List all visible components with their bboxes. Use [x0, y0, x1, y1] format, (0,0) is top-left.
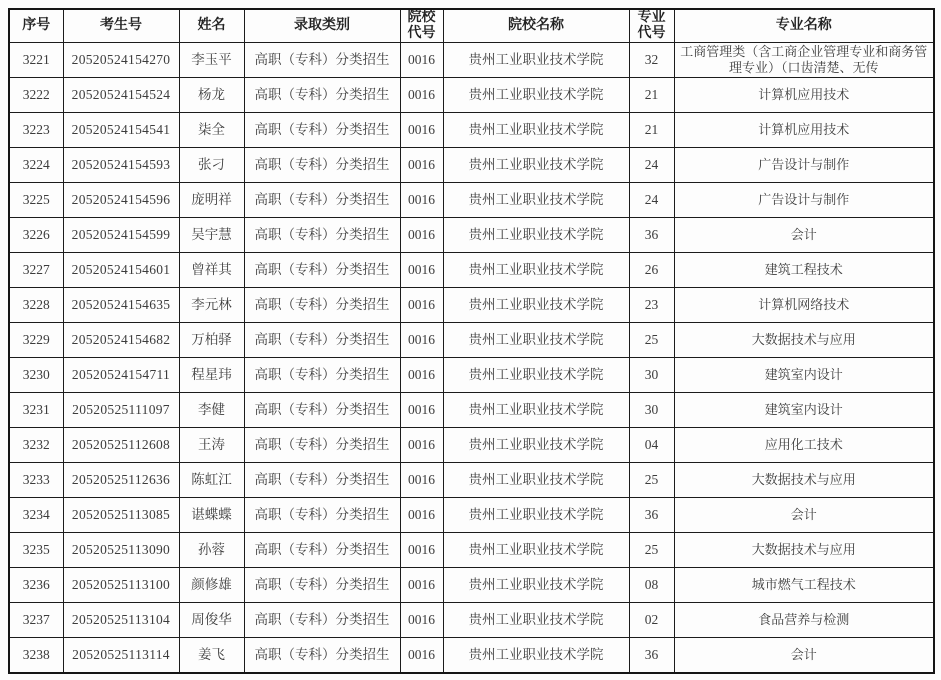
- cell-major-name: 建筑室内设计: [674, 393, 934, 428]
- cell-exam-id: 20520525113100: [63, 568, 179, 603]
- cell-name: 孙蓉: [179, 533, 244, 568]
- cell-name: 李玉平: [179, 43, 244, 78]
- table-row: [9, 498, 934, 533]
- cell-college-name: 贵州工业职业技术学院: [443, 463, 629, 498]
- cell-exam-id: 20520524154270: [63, 43, 179, 78]
- cell-college-name: 贵州工业职业技术学院: [443, 428, 629, 463]
- cell-college-name: 贵州工业职业技术学院: [443, 358, 629, 393]
- cell-major-name: 城市燃气工程技术: [674, 568, 934, 603]
- cell-college-code: 0016: [400, 183, 443, 218]
- table-row: [9, 183, 934, 218]
- cell-exam-id: 20520524154524: [63, 78, 179, 113]
- cell-college-code: 0016: [400, 148, 443, 183]
- cell-category: 高职（专科）分类招生: [244, 603, 400, 638]
- cell-category: 高职（专科）分类招生: [244, 183, 400, 218]
- cell-college-name: 贵州工业职业技术学院: [443, 533, 629, 568]
- cell-college-name: 贵州工业职业技术学院: [443, 603, 629, 638]
- cell-category: 高职（专科）分类招生: [244, 148, 400, 183]
- cell-college-code: 0016: [400, 638, 443, 673]
- cell-name: 万柏驿: [179, 323, 244, 358]
- cell-seq: 3234: [9, 498, 63, 533]
- cell-category: 高职（专科）分类招生: [244, 463, 400, 498]
- cell-category: 高职（专科）分类招生: [244, 253, 400, 288]
- cell-seq: 3229: [9, 323, 63, 358]
- cell-major-name: 会计: [674, 218, 934, 253]
- cell-seq: 3224: [9, 148, 63, 183]
- cell-major-code: 24: [629, 183, 674, 218]
- cell-category: 高职（专科）分类招生: [244, 533, 400, 568]
- cell-exam-id: 20520524154635: [63, 288, 179, 323]
- cell-seq: 3227: [9, 253, 63, 288]
- cell-major-name: 计算机应用技术: [674, 113, 934, 148]
- cell-major-code: 36: [629, 638, 674, 673]
- cell-major-code: 08: [629, 568, 674, 603]
- cell-major-name: 会计: [674, 638, 934, 673]
- cell-seq: 3238: [9, 638, 63, 673]
- cell-name: 颜修雄: [179, 568, 244, 603]
- cell-name: 陈虹江: [179, 463, 244, 498]
- cell-seq: 3233: [9, 463, 63, 498]
- cell-college-name: 贵州工业职业技术学院: [443, 253, 629, 288]
- table-row: [9, 288, 934, 323]
- cell-major-name: 大数据技术与应用: [674, 323, 934, 358]
- cell-category: 高职（专科）分类招生: [244, 358, 400, 393]
- cell-category: 高职（专科）分类招生: [244, 78, 400, 113]
- col-header-seq: 序号: [9, 9, 63, 43]
- cell-seq: 3221: [9, 43, 63, 78]
- table-row: [9, 533, 934, 568]
- cell-college-code: 0016: [400, 498, 443, 533]
- cell-college-name: 贵州工业职业技术学院: [443, 183, 629, 218]
- col-header-major-code: 专业代号: [629, 9, 674, 43]
- cell-exam-id: 20520524154541: [63, 113, 179, 148]
- col-header-category: 录取类别: [244, 9, 400, 43]
- cell-exam-id: 20520524154601: [63, 253, 179, 288]
- table-row: [9, 218, 934, 253]
- cell-seq: 3222: [9, 78, 63, 113]
- cell-exam-id: 20520525113104: [63, 603, 179, 638]
- cell-seq: 3236: [9, 568, 63, 603]
- cell-college-code: 0016: [400, 253, 443, 288]
- table-row: [9, 113, 934, 148]
- cell-exam-id: 20520524154682: [63, 323, 179, 358]
- cell-major-code: 25: [629, 323, 674, 358]
- cell-exam-id: 20520525112636: [63, 463, 179, 498]
- cell-name: 张刁: [179, 148, 244, 183]
- cell-college-name: 贵州工业职业技术学院: [443, 78, 629, 113]
- cell-college-code: 0016: [400, 603, 443, 638]
- table-header-row: [9, 9, 934, 43]
- col-header-college-name: 院校名称: [443, 9, 629, 43]
- table-row: [9, 358, 934, 393]
- cell-category: 高职（专科）分类招生: [244, 43, 400, 78]
- cell-college-code: 0016: [400, 463, 443, 498]
- cell-major-name: 会计: [674, 498, 934, 533]
- cell-college-code: 0016: [400, 533, 443, 568]
- cell-category: 高职（专科）分类招生: [244, 498, 400, 533]
- table-row: [9, 638, 934, 673]
- cell-name: 谌蝶蝶: [179, 498, 244, 533]
- cell-exam-id: 20520524154593: [63, 148, 179, 183]
- table-row: [9, 43, 934, 78]
- cell-name: 李元林: [179, 288, 244, 323]
- cell-category: 高职（专科）分类招生: [244, 288, 400, 323]
- cell-college-code: 0016: [400, 288, 443, 323]
- cell-major-code: 30: [629, 358, 674, 393]
- cell-major-name: 广告设计与制作: [674, 183, 934, 218]
- cell-exam-id: 20520524154711: [63, 358, 179, 393]
- col-header-major-name: 专业名称: [674, 9, 934, 43]
- cell-college-name: 贵州工业职业技术学院: [443, 218, 629, 253]
- table-row: [9, 78, 934, 113]
- cell-college-name: 贵州工业职业技术学院: [443, 638, 629, 673]
- cell-category: 高职（专科）分类招生: [244, 113, 400, 148]
- cell-college-code: 0016: [400, 323, 443, 358]
- cell-category: 高职（专科）分类招生: [244, 323, 400, 358]
- cell-college-name: 贵州工业职业技术学院: [443, 323, 629, 358]
- cell-name: 柒全: [179, 113, 244, 148]
- cell-name: 程星玮: [179, 358, 244, 393]
- cell-major-code: 24: [629, 148, 674, 183]
- cell-college-name: 贵州工业职业技术学院: [443, 113, 629, 148]
- col-header-exam-id: 考生号: [63, 9, 179, 43]
- table-row: [9, 253, 934, 288]
- cell-seq: 3226: [9, 218, 63, 253]
- cell-college-code: 0016: [400, 358, 443, 393]
- cell-name: 庞明祥: [179, 183, 244, 218]
- cell-major-code: 32: [629, 43, 674, 78]
- cell-college-name: 贵州工业职业技术学院: [443, 568, 629, 603]
- cell-exam-id: 20520525112608: [63, 428, 179, 463]
- cell-college-code: 0016: [400, 78, 443, 113]
- cell-name: 曾祥其: [179, 253, 244, 288]
- table-row: [9, 428, 934, 463]
- cell-college-name: 贵州工业职业技术学院: [443, 288, 629, 323]
- cell-major-name: 工商管理类（含工商企业管理专业和商务管理专业）（口齿清楚、无传: [674, 43, 934, 78]
- admission-roster-table: [8, 8, 935, 674]
- cell-seq: 3230: [9, 358, 63, 393]
- table-row: [9, 603, 934, 638]
- cell-exam-id: 20520525113090: [63, 533, 179, 568]
- cell-seq: 3231: [9, 393, 63, 428]
- cell-category: 高职（专科）分类招生: [244, 218, 400, 253]
- cell-category: 高职（专科）分类招生: [244, 428, 400, 463]
- cell-major-code: 23: [629, 288, 674, 323]
- cell-major-name: 建筑工程技术: [674, 253, 934, 288]
- cell-category: 高职（专科）分类招生: [244, 393, 400, 428]
- col-header-college-code: 院校代号: [400, 9, 443, 43]
- cell-name: 周俊华: [179, 603, 244, 638]
- cell-major-code: 25: [629, 533, 674, 568]
- table-row: [9, 463, 934, 498]
- table-row: [9, 568, 934, 603]
- cell-exam-id: 20520524154599: [63, 218, 179, 253]
- cell-seq: 3225: [9, 183, 63, 218]
- cell-seq: 3232: [9, 428, 63, 463]
- table-row: [9, 323, 934, 358]
- cell-college-name: 贵州工业职业技术学院: [443, 43, 629, 78]
- cell-college-code: 0016: [400, 43, 443, 78]
- cell-name: 李健: [179, 393, 244, 428]
- cell-name: 王涛: [179, 428, 244, 463]
- cell-exam-id: 20520525111097: [63, 393, 179, 428]
- cell-seq: 3223: [9, 113, 63, 148]
- cell-major-code: 21: [629, 78, 674, 113]
- cell-college-name: 贵州工业职业技术学院: [443, 148, 629, 183]
- cell-major-name: 广告设计与制作: [674, 148, 934, 183]
- cell-college-code: 0016: [400, 393, 443, 428]
- cell-major-code: 30: [629, 393, 674, 428]
- cell-major-name: 大数据技术与应用: [674, 463, 934, 498]
- cell-college-name: 贵州工业职业技术学院: [443, 393, 629, 428]
- cell-name: 杨龙: [179, 78, 244, 113]
- cell-major-code: 36: [629, 498, 674, 533]
- cell-seq: 3228: [9, 288, 63, 323]
- cell-major-code: 04: [629, 428, 674, 463]
- cell-exam-id: 20520525113085: [63, 498, 179, 533]
- cell-major-code: 02: [629, 603, 674, 638]
- table-row: [9, 393, 934, 428]
- cell-college-code: 0016: [400, 568, 443, 603]
- cell-major-name: 计算机应用技术: [674, 78, 934, 113]
- cell-major-code: 25: [629, 463, 674, 498]
- cell-seq: 3237: [9, 603, 63, 638]
- cell-name: 姜飞: [179, 638, 244, 673]
- cell-college-code: 0016: [400, 428, 443, 463]
- cell-exam-id: 20520525113114: [63, 638, 179, 673]
- cell-major-name: 应用化工技术: [674, 428, 934, 463]
- cell-category: 高职（专科）分类招生: [244, 638, 400, 673]
- col-header-name: 姓名: [179, 9, 244, 43]
- cell-major-name: 建筑室内设计: [674, 358, 934, 393]
- cell-major-name: 食品营养与检测: [674, 603, 934, 638]
- cell-category: 高职（专科）分类招生: [244, 568, 400, 603]
- cell-exam-id: 20520524154596: [63, 183, 179, 218]
- cell-major-code: 36: [629, 218, 674, 253]
- cell-college-name: 贵州工业职业技术学院: [443, 498, 629, 533]
- cell-college-code: 0016: [400, 113, 443, 148]
- cell-name: 吴宇慧: [179, 218, 244, 253]
- cell-major-name: 大数据技术与应用: [674, 533, 934, 568]
- table-row: [9, 148, 934, 183]
- table-body: [9, 43, 934, 673]
- cell-major-name: 计算机网络技术: [674, 288, 934, 323]
- cell-major-code: 26: [629, 253, 674, 288]
- cell-major-code: 21: [629, 113, 674, 148]
- cell-seq: 3235: [9, 533, 63, 568]
- cell-college-code: 0016: [400, 218, 443, 253]
